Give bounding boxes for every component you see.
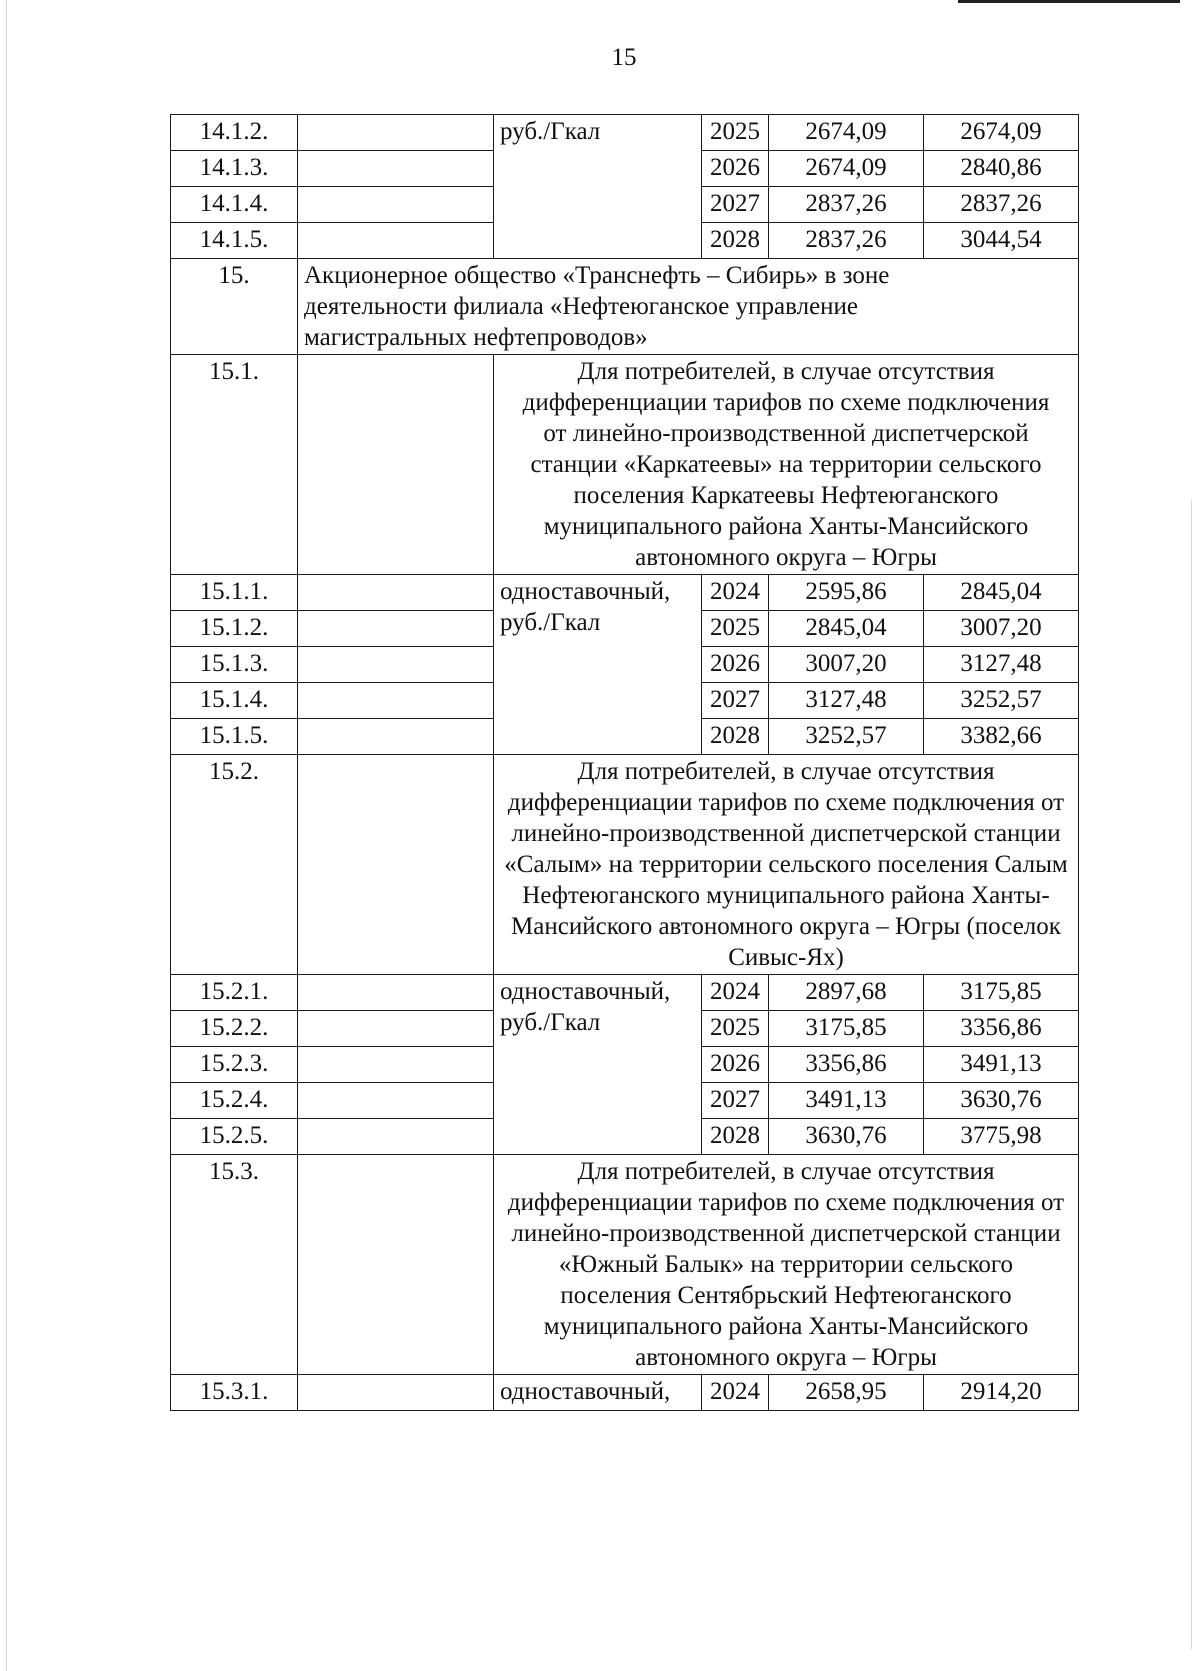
blank-cell [298, 1083, 494, 1119]
row-number: 15.1.2. [171, 611, 298, 647]
value-cell-2: 2845,04 [924, 575, 1079, 611]
year-cell: 2025 [702, 115, 769, 151]
section-number: 15. [171, 259, 298, 355]
year-cell: 2026 [702, 1047, 769, 1083]
value-cell-2: 3044,54 [924, 223, 1079, 259]
row-number: 15.3.1. [171, 1375, 298, 1411]
blank-cell [298, 187, 494, 223]
blank-cell [298, 151, 494, 187]
value-cell-1: 3630,76 [769, 1119, 924, 1155]
section-title: Для потребителей, в случае отсутствия дифференциации тарифов по схеме подключения от линейно-производственной диспетчерской станции «Каркатеевы» на территории сельского поселения Каркатеевы Нефтеюганского муниципального района Ханты-Мансийского автономного округа – Югры [494, 355, 1079, 575]
blank-cell [298, 683, 494, 719]
blank-cell [298, 355, 494, 575]
value-cell-1: 3127,48 [769, 683, 924, 719]
row-number: 15.1.3. [171, 647, 298, 683]
year-cell: 2028 [702, 1119, 769, 1155]
year-cell: 2028 [702, 719, 769, 755]
unit-cell: одноставочный, [494, 1375, 702, 1411]
section-header-row [171, 1155, 1079, 1375]
year-cell: 2024 [702, 575, 769, 611]
year-cell: 2026 [702, 647, 769, 683]
row-number: 15.2.5. [171, 1119, 298, 1155]
tariff-table [170, 114, 1079, 1411]
table-row [171, 575, 1079, 611]
blank-cell [298, 1011, 494, 1047]
value-cell-2: 2840,86 [924, 151, 1079, 187]
row-number: 14.1.5. [171, 223, 298, 259]
year-cell: 2025 [702, 1011, 769, 1047]
value-cell-1: 2897,68 [769, 975, 924, 1011]
year-cell: 2025 [702, 611, 769, 647]
blank-cell [298, 575, 494, 611]
value-cell-2: 2914,20 [924, 1375, 1079, 1411]
blank-cell [298, 975, 494, 1011]
value-cell-1: 2837,26 [769, 223, 924, 259]
section-header-row [171, 355, 1079, 575]
table-row [171, 975, 1079, 1011]
blank-cell [298, 223, 494, 259]
table-row [171, 115, 1079, 151]
row-number: 15.2.1. [171, 975, 298, 1011]
year-cell: 2027 [702, 1083, 769, 1119]
value-cell-1: 3252,57 [769, 719, 924, 755]
year-cell: 2028 [702, 223, 769, 259]
unit-cell: одноставочный, руб./Гкал [494, 975, 702, 1155]
blank-cell [298, 611, 494, 647]
row-number: 15.2.2. [171, 1011, 298, 1047]
blank-cell [298, 1119, 494, 1155]
value-cell-2: 3252,57 [924, 683, 1079, 719]
year-cell: 2027 [702, 187, 769, 223]
value-cell-1: 2837,26 [769, 187, 924, 223]
year-cell: 2027 [702, 683, 769, 719]
value-cell-1: 3491,13 [769, 1083, 924, 1119]
blank-cell [298, 115, 494, 151]
blank-cell [298, 1047, 494, 1083]
value-cell-2: 2837,26 [924, 187, 1079, 223]
value-cell-1: 3356,86 [769, 1047, 924, 1083]
year-cell: 2024 [702, 1375, 769, 1411]
value-cell-2: 3127,48 [924, 647, 1079, 683]
row-number: 14.1.4. [171, 187, 298, 223]
section-number: 15.2. [171, 755, 298, 975]
year-cell: 2026 [702, 151, 769, 187]
value-cell-1: 3007,20 [769, 647, 924, 683]
blank-cell [298, 1375, 494, 1411]
value-cell-1: 2674,09 [769, 115, 924, 151]
value-cell-1: 2845,04 [769, 611, 924, 647]
value-cell-2: 3775,98 [924, 1119, 1079, 1155]
value-cell-1: 2674,09 [769, 151, 924, 187]
org-title: Акционерное общество «Транснефть – Сибирь» в зоне деятельности филиала «Нефтеюганское управление магистральных нефтепроводов» [298, 259, 1079, 355]
value-cell-2: 3356,86 [924, 1011, 1079, 1047]
row-number: 15.1.1. [171, 575, 298, 611]
scan-margin-right [1191, 500, 1192, 1650]
blank-cell [298, 647, 494, 683]
row-number: 15.1.5. [171, 719, 298, 755]
section-number: 15.3. [171, 1155, 298, 1375]
row-number: 15.2.3. [171, 1047, 298, 1083]
unit-cell: руб./Гкал [494, 115, 702, 259]
section-title: Для потребителей, в случае отсутствия дифференциации тарифов по схеме подключения от линейно-производственной диспетчерской станции «Салым» на территории сельского поселения Салым Нефтеюганского муниципального района Ханты-Мансийского автономного округа – Югры (поселок Сивыс-Ях) [494, 755, 1079, 975]
section-title: Для потребителей, в случае отсутствия дифференциации тарифов по схеме подключения от линейно-производственной диспетчерской станции «Южный Балык» на территории сельского поселения Сентябрьский Нефтеюганского муниципального района Ханты-Мансийского автономного округа – Югры [494, 1155, 1079, 1375]
value-cell-2: 3491,13 [924, 1047, 1079, 1083]
row-number: 14.1.3. [171, 151, 298, 187]
year-cell: 2024 [702, 975, 769, 1011]
value-cell-2: 2674,09 [924, 115, 1079, 151]
value-cell-2: 3382,66 [924, 719, 1079, 755]
value-cell-2: 3007,20 [924, 611, 1079, 647]
section-number: 15.1. [171, 355, 298, 575]
blank-cell [298, 1155, 494, 1375]
page-number: 15 [611, 44, 637, 71]
section-header-row [171, 755, 1079, 975]
top-rule [958, 0, 1180, 3]
unit-cell: одноставочный, руб./Гкал [494, 575, 702, 755]
value-cell-2: 3175,85 [924, 975, 1079, 1011]
value-cell-1: 2595,86 [769, 575, 924, 611]
row-number: 15.1.4. [171, 683, 298, 719]
blank-cell [298, 719, 494, 755]
value-cell-1: 3175,85 [769, 1011, 924, 1047]
blank-cell [298, 755, 494, 975]
row-number: 15.2.4. [171, 1083, 298, 1119]
value-cell-1: 2658,95 [769, 1375, 924, 1411]
value-cell-2: 3630,76 [924, 1083, 1079, 1119]
org-section-row [171, 259, 1079, 355]
row-number: 14.1.2. [171, 115, 298, 151]
table-row [171, 1375, 1079, 1411]
scan-margin-left [6, 0, 7, 1671]
